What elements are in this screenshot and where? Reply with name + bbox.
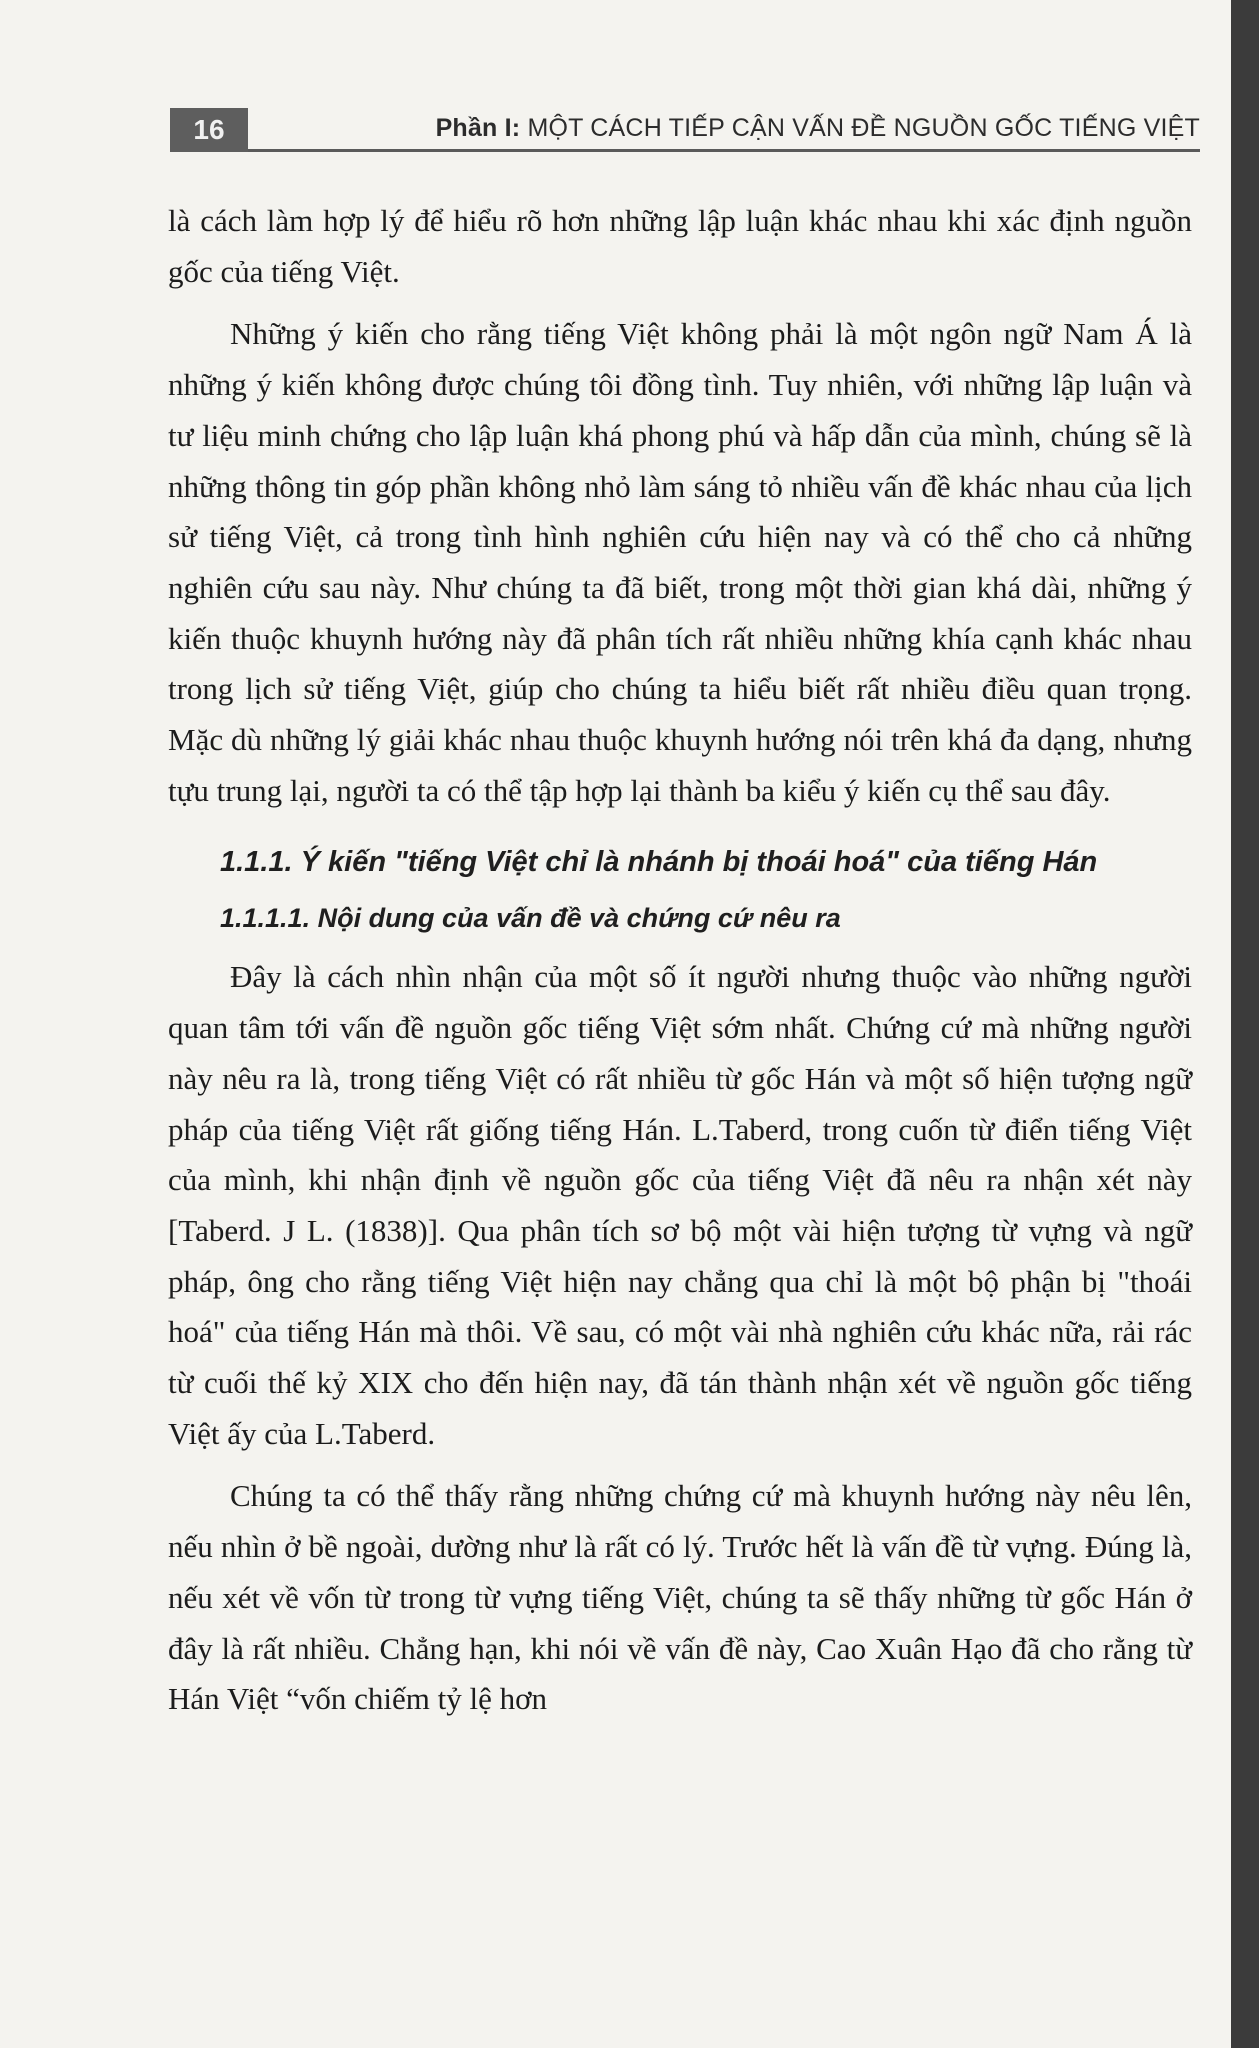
part-title: MỘT CÁCH TIẾP CẬN VẤN ĐỀ NGUỒN GỐC TIẾNG VIỆT: [527, 114, 1200, 142]
running-title: [436, 114, 1200, 143]
paragraph: Chúng ta có thể thấy rằng những chứng cứ mà khuynh hướng này nêu lên, nếu nhìn ở bề ngoài, dường như là rất có lý. Trước hết là vấn đề từ vựng. Đúng là, nếu xét về vốn từ trong từ vựng tiếng Việt, chúng ta sẽ thấy những từ gốc Hán ở đây là rất nhiều. Chẳng hạn, khi nói về vấn đề này, Cao Xuân Hạo đã cho rằng từ Hán Việt “vốn chiếm tỷ lệ hơn: [168, 1478, 1192, 1717]
main-text: [168, 196, 1192, 1725]
paragraph-continued: là cách làm hợp lý để hiểu rõ hơn những lập luận khác nhau khi xác định nguồn gốc của tiếng Việt.: [168, 203, 1192, 289]
subsection-heading: 1.1.1.1. Nội dung của vấn đề và chứng cứ nêu ra: [220, 903, 841, 934]
paragraph: Đây là cách nhìn nhận của một số ít người nhưng thuộc vào những người quan tâm tới vấn đề nguồn gốc tiếng Việt sớm nhất. Chứng cứ mà những người này nêu ra là, trong tiếng Việt có rất nhiều từ gốc Hán và một số hiện tượng ngữ pháp của tiếng Việt rất giống tiếng Hán. L.Taberd, trong cuốn từ điển tiếng Việt của mình, khi nhận định về nguồn gốc của tiếng Việt đã nêu ra nhận xét này [Taberd. J L. (1838)]. Qua phân tích sơ bộ một vài hiện tượng từ vựng và ngữ pháp, ông cho rằng tiếng Việt hiện nay chẳng qua chỉ là một bộ phận bị "thoái hoá" của tiếng Hán mà thôi. Về sau, có một vài nhà nghiên cứu khác nữa, rải rác từ cuối thế kỷ XIX cho đến hiện nay, đã tán thành nhận xét về nguồn gốc tiếng Việt ấy của L.Taberd.: [168, 959, 1192, 1451]
part-label: Phần I:: [435, 114, 521, 142]
header-rule: [248, 149, 1200, 152]
page-number: 16: [170, 108, 248, 152]
paragraph: Những ý kiến cho rằng tiếng Việt không phải là một ngôn ngữ Nam Á là những ý kiến không được chúng tôi đồng tình. Tuy nhiên, với những lập luận và tư liệu minh chứng cho lập luận khá phong phú và hấp dẫn của mình, chúng sẽ là những thông tin góp phần không nhỏ làm sáng tỏ nhiều vấn đề khác nhau của lịch sử tiếng Việt, cả trong tình hình nghiên cứu hiện nay và có thể cho cả những nghiên cứu sau này. Như chúng ta đã biết, trong một thời gian khá dài, những ý kiến thuộc khuynh hướng này đã phân tích rất nhiều những khía cạnh khác nhau trong lịch sử tiếng Việt, giúp cho chúng ta hiểu biết rất nhiều điều quan trọng. Mặc dù những lý giải khác nhau thuộc khuynh hướng nói trên khá đa dạng, nhưng tựu trung lại, người ta có thể tập hợp lại thành ba kiểu ý kiến cụ thể sau đây.: [168, 316, 1192, 808]
running-header: [170, 108, 1200, 152]
section-heading: 1.1.1. Ý kiến "tiếng Việt chỉ là nhánh bị thoái hoá" của tiếng Hán: [220, 846, 1098, 879]
